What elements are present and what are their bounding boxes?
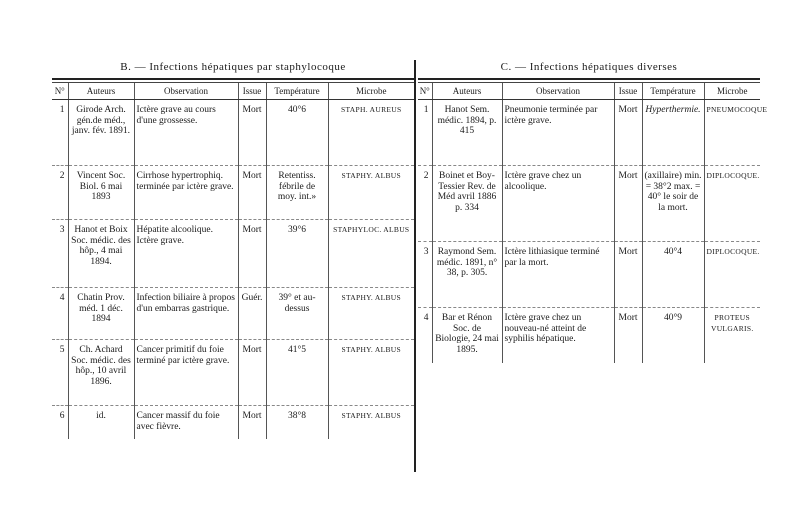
cell-observation: Cancer primitif du foie terminé par ictère grave. bbox=[134, 340, 238, 406]
cell-issue: Mort bbox=[238, 340, 266, 406]
table-row bbox=[52, 288, 414, 340]
cell-auteurs: Raymond Sem. médic. 1891, n° 38, p. 305. bbox=[432, 242, 502, 308]
cell-auteurs: Vincent Soc. Biol. 6 mai 1893 bbox=[68, 166, 134, 220]
col-num: N° bbox=[418, 83, 432, 100]
cell-temperature: (axillaire) min. = 38°2 max. = 40° le soir de la mort. bbox=[642, 166, 704, 242]
col-issue: Issue bbox=[614, 83, 642, 100]
cell-num: 3 bbox=[418, 242, 432, 308]
col-temperature: Température bbox=[642, 83, 704, 100]
table-row bbox=[418, 308, 760, 364]
cell-num: 1 bbox=[52, 100, 68, 166]
cell-auteurs: Hanot Sem. médic. 1894, p. 415 bbox=[432, 100, 502, 166]
table-c bbox=[418, 83, 768, 363]
rule bbox=[418, 78, 760, 80]
cell-temperature: 40°4 bbox=[642, 242, 704, 308]
cell-temperature: 39° et au-dessus bbox=[266, 288, 328, 340]
cell-num: 1 bbox=[418, 100, 432, 166]
cell-auteurs: Chatin Prov. méd. 1 déc. 1894 bbox=[68, 288, 134, 340]
table-row bbox=[418, 100, 760, 166]
cell-num: 3 bbox=[52, 220, 68, 288]
cell-num: 2 bbox=[52, 166, 68, 220]
cell-observation: Ictère grave au cours d'une grossesse. bbox=[134, 100, 238, 166]
cell-microbe: STAPH. AUREUS bbox=[328, 100, 414, 166]
cell-issue: Mort bbox=[614, 100, 642, 166]
col-issue: Issue bbox=[238, 83, 266, 100]
cell-microbe: STAPHY. ALBUS bbox=[328, 166, 414, 220]
cell-temperature: Retentiss. fébrile de moy. int.» bbox=[266, 166, 328, 220]
cell-issue: Mort bbox=[238, 220, 266, 288]
cell-issue: Mort bbox=[238, 100, 266, 166]
col-observation: Observation bbox=[502, 83, 614, 100]
cell-observation: Cirrhose hypertrophiq. terminée par ictère grave. bbox=[134, 166, 238, 220]
table-row bbox=[418, 166, 760, 242]
cell-num: 4 bbox=[52, 288, 68, 340]
cell-observation: Ictère grave chez un alcoolique. bbox=[502, 166, 614, 242]
cell-issue: Mort bbox=[614, 242, 642, 308]
section-c-title: C. — Infections hépatiques diverses bbox=[500, 61, 678, 73]
cell-observation: Hépatite alcoolique. Ictère grave. bbox=[134, 220, 238, 288]
col-observation: Observation bbox=[134, 83, 238, 100]
col-microbe: Microbe bbox=[704, 83, 760, 100]
cell-auteurs: Girode Arch. gén.de méd., janv. fév. 1891. bbox=[68, 100, 134, 166]
cell-num: 6 bbox=[59, 411, 65, 421]
table-row bbox=[418, 242, 760, 308]
section-b bbox=[52, 56, 414, 439]
table-row bbox=[52, 166, 414, 220]
table-row bbox=[52, 220, 414, 288]
col-microbe: Microbe bbox=[328, 83, 414, 100]
cell-issue: Mort bbox=[238, 166, 266, 220]
cell-temperature: 41°5 bbox=[266, 340, 328, 406]
cell-auteurs: id. bbox=[68, 406, 134, 440]
cell-num: 4 bbox=[423, 313, 429, 323]
cell-observation: Cancer massif du foie avec fièvre. bbox=[134, 406, 238, 440]
cell-temperature: 39°6 bbox=[266, 220, 328, 288]
col-auteurs: Auteurs bbox=[432, 83, 502, 100]
cell-auteurs: Hanot et Boix Soc. médic. des hôp., 4 mai 1894. bbox=[68, 220, 134, 288]
rule bbox=[52, 78, 414, 80]
cell-microbe: STAPHYLOC. ALBUS bbox=[328, 220, 414, 288]
cell-issue: Mort bbox=[614, 308, 642, 364]
table-row bbox=[52, 100, 414, 166]
cell-num: 2 bbox=[418, 166, 432, 242]
col-temperature: Température bbox=[266, 83, 328, 100]
table-row bbox=[52, 340, 414, 406]
column-divider bbox=[414, 60, 416, 472]
cell-auteurs: Boinet et Boy-Tessier Rev. de Méd avril 1886 p. 334 bbox=[432, 166, 502, 242]
cell-microbe: STAPHY. ALBUS bbox=[328, 406, 414, 440]
cell-microbe: STAPHY. ALBUS bbox=[328, 288, 414, 340]
cell-auteurs: Bar et Rénon Soc. de Biologie, 24 mai 1895. bbox=[432, 308, 502, 364]
table-b bbox=[52, 83, 414, 439]
table-header-row bbox=[52, 83, 414, 100]
cell-temperature: 38°8 bbox=[266, 406, 328, 440]
section-c bbox=[418, 56, 768, 363]
cell-microbe: PNEUMOCOQUE bbox=[704, 100, 760, 166]
cell-microbe: STAPHY. ALBUS bbox=[328, 340, 414, 406]
cell-auteurs: Ch. Achard Soc. médic. des hôp., 10 avril 1896. bbox=[68, 340, 134, 406]
section-b-title: B. — Infections hépatiques par staphylocoque bbox=[120, 61, 346, 73]
cell-observation: Infection biliaire à propos d'un embarras gastrique. bbox=[134, 288, 238, 340]
cell-temperature: 40°9 bbox=[642, 308, 704, 364]
cell-issue: Mort bbox=[238, 406, 266, 440]
cell-issue: Mort bbox=[614, 166, 642, 242]
table-header-row bbox=[418, 83, 760, 100]
cell-issue: Guér. bbox=[238, 288, 266, 340]
col-num: N° bbox=[52, 83, 68, 100]
cell-microbe: DIPLOCOQUE. bbox=[704, 242, 760, 308]
cell-microbe: DIPLOCOQUE. bbox=[704, 166, 760, 242]
cell-observation: Ictère grave chez un nouveau-né atteint de syphilis hépatique. bbox=[502, 308, 614, 364]
cell-num: 5 bbox=[52, 340, 68, 406]
cell-observation: Ictère lithiasique terminé par la mort. bbox=[502, 242, 614, 308]
cell-microbe: PROTEUS VULGARIS. bbox=[704, 308, 760, 364]
col-auteurs: Auteurs bbox=[68, 83, 134, 100]
cell-observation: Pneumonie terminée par ictère grave. bbox=[502, 100, 614, 166]
table-row bbox=[52, 406, 414, 440]
cell-temperature: 40°6 bbox=[266, 100, 328, 166]
cell-temperature: Hyperthermie. bbox=[642, 100, 704, 166]
